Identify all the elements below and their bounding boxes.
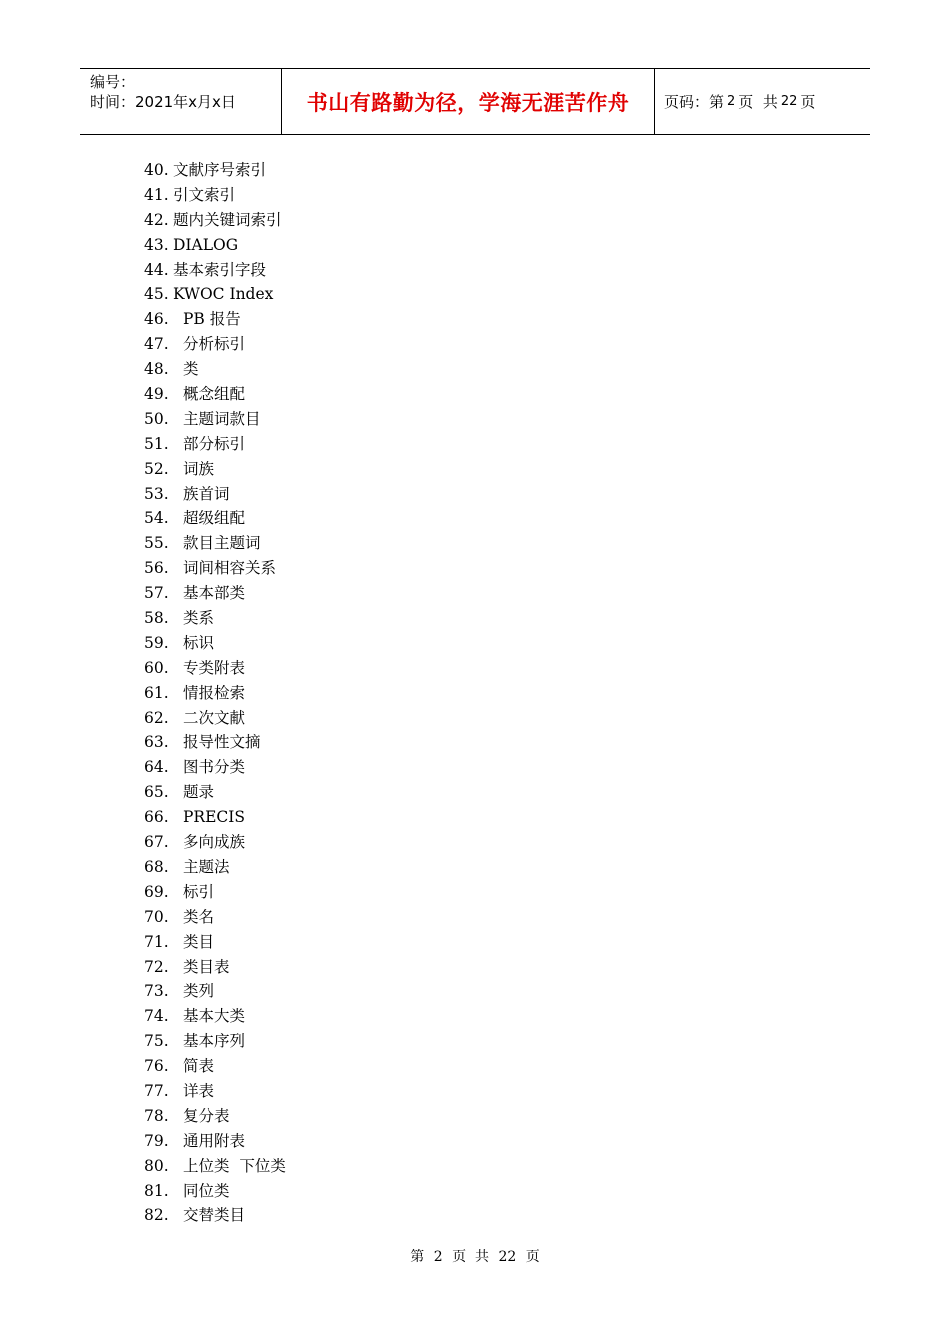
item-number: 53.: [144, 484, 169, 503]
item-number: 45.: [144, 285, 169, 304]
item-term: 图书分类: [183, 758, 246, 777]
item-term: 词族: [183, 459, 215, 478]
item-term: 题录: [183, 783, 215, 802]
item-number: 81.: [144, 1181, 169, 1200]
list-item: [144, 432, 286, 457]
footer-prefix: 第: [410, 1249, 425, 1265]
item-term: 交替类目: [183, 1206, 246, 1225]
item-number: 64.: [144, 758, 169, 777]
list-item: [144, 830, 286, 855]
list-item: [144, 606, 286, 631]
item-number: 63.: [144, 733, 169, 752]
list-item: [144, 282, 286, 307]
item-number: 62.: [144, 708, 169, 727]
page-header: [80, 68, 870, 135]
item-term: 二次文献: [183, 708, 246, 727]
list-item: [144, 1179, 286, 1204]
list-item: [144, 183, 286, 208]
item-number: 73.: [144, 982, 169, 1001]
item-number: 57.: [144, 584, 169, 603]
item-number: 43.: [144, 235, 169, 254]
item-term: 类目: [183, 932, 215, 951]
item-term: 题内关键词索引: [173, 210, 282, 229]
list-item: [144, 332, 286, 357]
list-item: [144, 1129, 286, 1154]
item-term: 基本大类: [183, 1007, 246, 1026]
header-left-cell: [80, 69, 281, 134]
list-item: [144, 531, 286, 556]
item-number: 42.: [144, 210, 169, 229]
item-number: 71.: [144, 932, 169, 951]
item-term: PRECIS: [183, 808, 246, 827]
list-item: [144, 706, 286, 731]
page-prefix: 页码：第: [664, 93, 725, 111]
item-number: 78.: [144, 1106, 169, 1125]
item-term: 概念组配: [183, 385, 246, 404]
item-number: 54.: [144, 509, 169, 528]
list-item: [144, 158, 286, 183]
item-number: 49.: [144, 385, 169, 404]
header-page-cell: [655, 69, 870, 134]
list-item: [144, 382, 286, 407]
item-term: 引文索引: [173, 185, 236, 204]
item-term: PB 报告: [183, 310, 241, 329]
list-item: [144, 556, 286, 581]
item-number: 65.: [144, 783, 169, 802]
item-number: 61.: [144, 683, 169, 702]
page-footer: [0, 1246, 950, 1266]
item-term: 通用附表: [183, 1131, 246, 1150]
item-term: 超级组配: [183, 509, 246, 528]
list-item: [144, 506, 286, 531]
footer-current: 2: [433, 1249, 443, 1265]
item-number: 46.: [144, 310, 169, 329]
item-term: 基本索引字段: [173, 260, 267, 279]
list-item: [144, 482, 286, 507]
footer-suffix: 页: [525, 1249, 540, 1265]
page-mid: 页 共: [738, 93, 778, 111]
item-term: 分析标引: [183, 335, 246, 354]
item-number: 40.: [144, 161, 169, 179]
list-item: [144, 457, 286, 482]
item-term: 多向成族: [183, 833, 246, 852]
item-number: 75.: [144, 1032, 169, 1051]
list-item: [144, 208, 286, 233]
list-item: [144, 1203, 286, 1228]
list-item: [144, 805, 286, 830]
item-term: 类: [183, 360, 199, 379]
list-item: [144, 681, 286, 706]
header-motto-cell: [281, 69, 655, 134]
item-term: 同位类: [183, 1181, 230, 1200]
item-term: 上位类 下位类: [183, 1156, 286, 1175]
item-term: 标引: [183, 882, 215, 901]
item-term: 简表: [183, 1057, 215, 1076]
item-term: 主题词款目: [183, 409, 261, 428]
item-term: 类系: [183, 609, 215, 628]
list-item: [144, 233, 286, 258]
item-number: 70.: [144, 907, 169, 926]
item-number: 82.: [144, 1206, 169, 1225]
item-term: 标识: [183, 633, 215, 652]
list-item: [144, 357, 286, 382]
time-label: 时间：2021年x月x日: [90, 93, 236, 111]
item-term: 类名: [183, 907, 215, 926]
item-number: 48.: [144, 360, 169, 379]
list-item: [144, 581, 286, 606]
page-total: 22: [780, 94, 798, 109]
item-term: 主题法: [183, 857, 230, 876]
item-number: 79.: [144, 1131, 169, 1150]
header-motto: 书山有路勤为径，学海无涯苦作舟: [306, 90, 630, 115]
item-term: 部分标引: [183, 434, 246, 453]
item-number: 67.: [144, 833, 169, 852]
item-number: 50.: [144, 409, 169, 428]
item-number: 80.: [144, 1156, 169, 1175]
list-item: [144, 258, 286, 283]
list-item: [144, 631, 286, 656]
list-item: [144, 780, 286, 805]
item-term: 情报检索: [183, 683, 246, 702]
list-item: [144, 407, 286, 432]
item-number: 47.: [144, 335, 169, 354]
item-number: 76.: [144, 1057, 169, 1076]
item-term: 类目表: [183, 957, 230, 976]
list-item: [144, 755, 286, 780]
list-item: [144, 955, 286, 980]
item-number: 60.: [144, 658, 169, 677]
item-number: 66.: [144, 808, 169, 827]
item-number: 72.: [144, 957, 169, 976]
item-term: KWOC Index: [173, 285, 274, 304]
footer-mid: 页 共: [452, 1249, 489, 1265]
list-item: [144, 1104, 286, 1129]
page-current: 2: [727, 94, 736, 109]
item-number: 41.: [144, 185, 169, 204]
list-item: [144, 656, 286, 681]
list-item: [144, 855, 286, 880]
list-item: [144, 880, 286, 905]
item-number: 58.: [144, 609, 169, 628]
item-number: 52.: [144, 459, 169, 478]
item-number: 51.: [144, 434, 169, 453]
list-item: [144, 730, 286, 755]
list-item: [144, 930, 286, 955]
item-term: 族首词: [183, 484, 230, 503]
list-item: [144, 1029, 286, 1054]
item-term: 基本序列: [183, 1032, 246, 1051]
item-term: 报导性文摘: [183, 733, 261, 752]
item-term: 专类附表: [183, 658, 246, 677]
item-term: 详表: [183, 1081, 215, 1100]
item-number: 59.: [144, 633, 169, 652]
item-term: 类列: [183, 982, 215, 1001]
item-number: 77.: [144, 1081, 169, 1100]
list-item: [144, 905, 286, 930]
list-item: [144, 1004, 286, 1029]
item-term: 款目主题词: [183, 534, 261, 553]
item-term: 词间相容关系: [183, 559, 277, 578]
list-item: [144, 979, 286, 1004]
item-number: 74.: [144, 1007, 169, 1026]
list-item: [144, 307, 286, 332]
item-number: 69.: [144, 882, 169, 901]
list-item: [144, 1154, 286, 1179]
item-term: 复分表: [183, 1106, 230, 1125]
item-number: 56.: [144, 559, 169, 578]
item-term: 基本部类: [183, 584, 246, 603]
item-number: 44.: [144, 260, 169, 279]
item-number: 55.: [144, 534, 169, 553]
item-term: 文献序号索引: [173, 161, 267, 179]
item-number: 68.: [144, 857, 169, 876]
footer-total: 22: [498, 1249, 517, 1265]
term-list: [144, 158, 286, 1228]
page-suffix: 页: [800, 93, 816, 111]
list-item: [144, 1079, 286, 1104]
list-item: [144, 1054, 286, 1079]
item-term: DIALOG: [173, 235, 239, 254]
code-label: 编号：: [90, 73, 136, 91]
